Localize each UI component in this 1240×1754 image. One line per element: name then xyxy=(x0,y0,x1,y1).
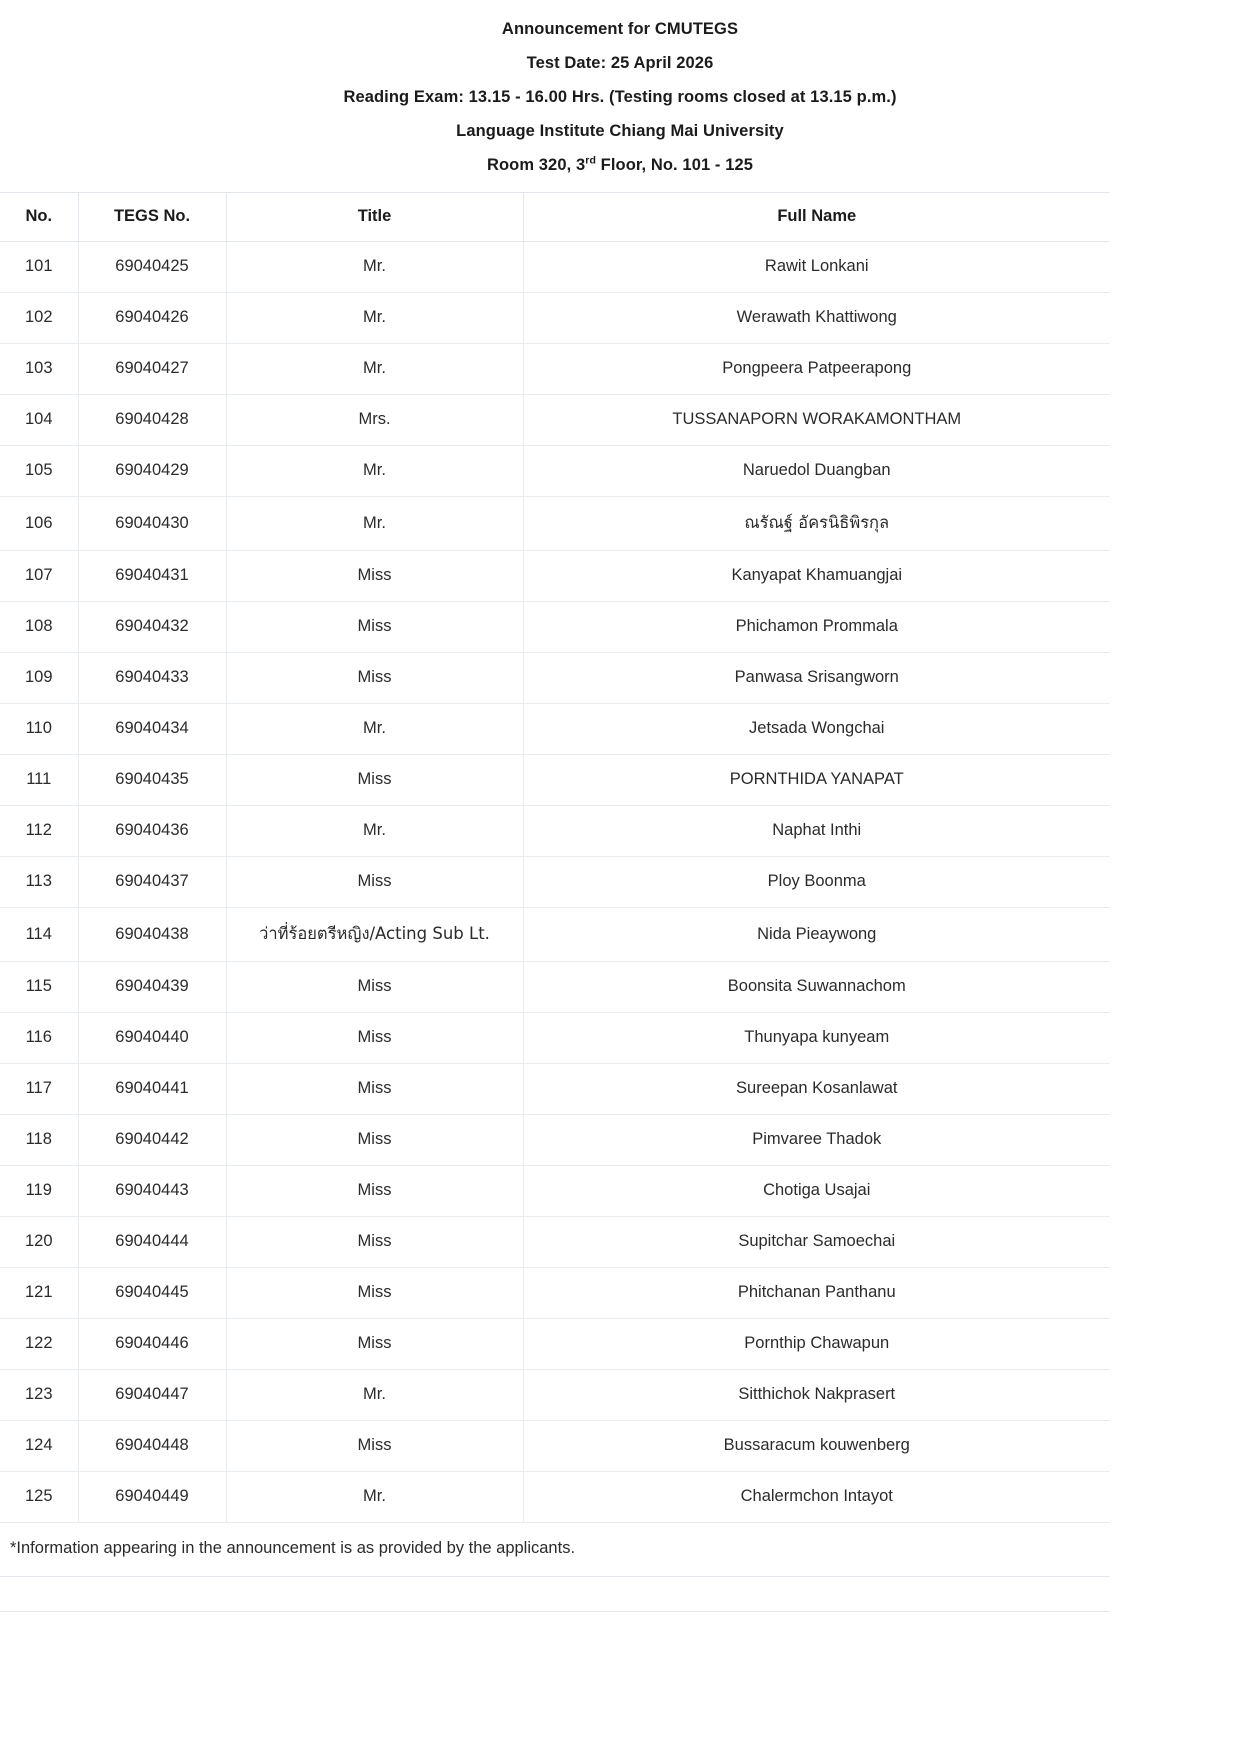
table-header xyxy=(0,193,1110,242)
table-row xyxy=(0,602,1110,653)
candidate-tegs-no: 69040438 xyxy=(78,908,226,962)
candidate-title: Mr. xyxy=(226,1472,523,1523)
candidate-tegs-no: 69040428 xyxy=(78,395,226,446)
candidate-full-name: Rawit Lonkani xyxy=(523,242,1110,293)
candidate-no: 111 xyxy=(0,755,78,806)
candidate-full-name: Naphat Inthi xyxy=(523,806,1110,857)
candidate-full-name: Werawath Khattiwong xyxy=(523,293,1110,344)
candidate-tegs-no: 69040447 xyxy=(78,1370,226,1421)
candidate-no: 113 xyxy=(0,857,78,908)
header-test-date: Test Date: 25 April 2026 xyxy=(526,54,714,72)
table-row xyxy=(0,293,1110,344)
table-row xyxy=(0,1064,1110,1115)
candidate-title: Mr. xyxy=(226,242,523,293)
candidate-tegs-no: 69040427 xyxy=(78,344,226,395)
candidate-no: 105 xyxy=(0,446,78,497)
column-header-tegs-no: TEGS No. xyxy=(78,193,226,242)
candidate-tegs-no: 69040442 xyxy=(78,1115,226,1166)
candidate-full-name: Kanyapat Khamuangjai xyxy=(523,551,1110,602)
candidate-tegs-no: 69040439 xyxy=(78,962,226,1013)
candidate-tegs-no: 69040434 xyxy=(78,704,226,755)
bottom-rule xyxy=(0,1611,1110,1612)
candidate-tegs-no: 69040448 xyxy=(78,1421,226,1472)
table-row xyxy=(0,1115,1110,1166)
candidate-no: 116 xyxy=(0,1013,78,1064)
candidate-full-name: Chalermchon Intayot xyxy=(523,1472,1110,1523)
candidate-tegs-no: 69040433 xyxy=(78,653,226,704)
candidate-no: 119 xyxy=(0,1166,78,1217)
candidate-tegs-no: 69040432 xyxy=(78,602,226,653)
candidate-full-name: TUSSANAPORN WORAKAMONTHAM xyxy=(523,395,1110,446)
candidate-full-name: Phitchanan Panthanu xyxy=(523,1268,1110,1319)
candidate-no: 118 xyxy=(0,1115,78,1166)
candidate-title: Mr. xyxy=(226,1370,523,1421)
candidate-tegs-no: 69040440 xyxy=(78,1013,226,1064)
candidate-title: Mr. xyxy=(226,293,523,344)
candidate-full-name: Pornthip Chawapun xyxy=(523,1319,1110,1370)
table-row xyxy=(0,1370,1110,1421)
candidate-title: ว่าที่ร้อยตรีหญิง/Acting Sub Lt. xyxy=(226,908,523,962)
candidate-title: Mr. xyxy=(226,704,523,755)
candidate-title: Miss xyxy=(226,755,523,806)
candidate-tegs-no: 69040437 xyxy=(78,857,226,908)
table-row xyxy=(0,1472,1110,1523)
candidate-tegs-no: 69040430 xyxy=(78,497,226,551)
announcement-header xyxy=(0,0,1240,192)
table-row xyxy=(0,755,1110,806)
candidate-tegs-no: 69040449 xyxy=(78,1472,226,1523)
candidate-no: 114 xyxy=(0,908,78,962)
table-row xyxy=(0,1013,1110,1064)
candidate-title: Mr. xyxy=(226,806,523,857)
header-room-ordinal: rd xyxy=(585,154,596,167)
table-body xyxy=(0,242,1110,1577)
header-institute-text: Language Institute Chiang Mai University xyxy=(456,122,784,140)
header-exam-time: Reading Exam: 13.15 - 16.00 Hrs. (Testing rooms closed at 13.15 p.m.) xyxy=(343,88,897,106)
candidate-full-name: Chotiga Usajai xyxy=(523,1166,1110,1217)
candidate-title: Miss xyxy=(226,857,523,908)
candidate-no: 107 xyxy=(0,551,78,602)
candidate-full-name: Jetsada Wongchai xyxy=(523,704,1110,755)
table-row xyxy=(0,1217,1110,1268)
table-row xyxy=(0,551,1110,602)
candidate-no: 109 xyxy=(0,653,78,704)
candidate-title: Miss xyxy=(226,1013,523,1064)
candidate-full-name: ณรัณฐ์ อัครนิธิพิรกุล xyxy=(523,497,1110,551)
column-header-title: Title xyxy=(226,193,523,242)
candidate-title: Miss xyxy=(226,962,523,1013)
candidate-no: 110 xyxy=(0,704,78,755)
candidate-tegs-no: 69040441 xyxy=(78,1064,226,1115)
candidate-title: Miss xyxy=(226,1064,523,1115)
candidate-title: Miss xyxy=(226,653,523,704)
candidate-full-name: PORNTHIDA YANAPAT xyxy=(523,755,1110,806)
header-room-before: Room 320, 3 xyxy=(486,156,586,174)
candidate-no: 104 xyxy=(0,395,78,446)
table-row xyxy=(0,1268,1110,1319)
candidate-no: 124 xyxy=(0,1421,78,1472)
table-row xyxy=(0,446,1110,497)
candidate-no: 102 xyxy=(0,293,78,344)
candidate-tegs-no: 69040436 xyxy=(78,806,226,857)
candidate-title: Miss xyxy=(226,1319,523,1370)
footnote-row xyxy=(0,1523,1110,1577)
candidate-full-name: Thunyapa kunyeam xyxy=(523,1013,1110,1064)
candidate-title: Miss xyxy=(226,1217,523,1268)
candidate-title: Miss xyxy=(226,602,523,653)
candidate-title: Mr. xyxy=(226,446,523,497)
candidate-title: Mr. xyxy=(226,497,523,551)
candidate-no: 103 xyxy=(0,344,78,395)
candidate-full-name: Pimvaree Thadok xyxy=(523,1115,1110,1166)
header-institute xyxy=(0,114,1240,148)
candidate-roster-table xyxy=(0,192,1110,1577)
candidate-title: Mrs. xyxy=(226,395,523,446)
candidate-tegs-no: 69040425 xyxy=(78,242,226,293)
table-row xyxy=(0,344,1110,395)
candidate-full-name: Sureepan Kosanlawat xyxy=(523,1064,1110,1115)
candidate-full-name: Ploy Boonma xyxy=(523,857,1110,908)
header-room-after: Floor, No. 101 - 125 xyxy=(595,156,754,174)
candidate-no: 108 xyxy=(0,602,78,653)
candidate-full-name: Bussaracum kouwenberg xyxy=(523,1421,1110,1472)
candidate-full-name: Pongpeera Patpeerapong xyxy=(523,344,1110,395)
table-row xyxy=(0,395,1110,446)
column-header-full-name: Full Name xyxy=(523,193,1110,242)
table-row xyxy=(0,497,1110,551)
candidate-no: 101 xyxy=(0,242,78,293)
candidate-tegs-no: 69040446 xyxy=(78,1319,226,1370)
candidate-no: 121 xyxy=(0,1268,78,1319)
table-row xyxy=(0,704,1110,755)
candidate-title: Miss xyxy=(226,1115,523,1166)
candidate-no: 112 xyxy=(0,806,78,857)
candidate-tegs-no: 69040445 xyxy=(78,1268,226,1319)
candidate-full-name: Boonsita Suwannachom xyxy=(523,962,1110,1013)
candidate-full-name: Naruedol Duangban xyxy=(523,446,1110,497)
candidate-title: Miss xyxy=(226,551,523,602)
table-header-row xyxy=(0,193,1110,242)
candidate-title: Miss xyxy=(226,1268,523,1319)
candidate-tegs-no: 69040429 xyxy=(78,446,226,497)
candidate-no: 115 xyxy=(0,962,78,1013)
candidate-title: Miss xyxy=(226,1421,523,1472)
candidate-tegs-no: 69040435 xyxy=(78,755,226,806)
header-title: Announcement for CMUTEGS xyxy=(501,20,739,38)
candidate-tegs-no: 69040431 xyxy=(78,551,226,602)
candidate-full-name: Panwasa Srisangworn xyxy=(523,653,1110,704)
table-row xyxy=(0,242,1110,293)
candidate-no: 123 xyxy=(0,1370,78,1421)
candidate-title: Miss xyxy=(226,1166,523,1217)
candidate-no: 120 xyxy=(0,1217,78,1268)
table-row xyxy=(0,1166,1110,1217)
candidate-full-name: Supitchar Samoechai xyxy=(523,1217,1110,1268)
table-row xyxy=(0,1319,1110,1370)
candidate-full-name: Phichamon Prommala xyxy=(523,602,1110,653)
table-row xyxy=(0,653,1110,704)
candidate-tegs-no: 69040443 xyxy=(78,1166,226,1217)
candidate-no: 122 xyxy=(0,1319,78,1370)
table-row xyxy=(0,857,1110,908)
candidate-no: 106 xyxy=(0,497,78,551)
column-header-no: No. xyxy=(0,193,78,242)
candidate-tegs-no: 69040444 xyxy=(78,1217,226,1268)
table-row xyxy=(0,1421,1110,1472)
header-room xyxy=(0,148,1240,182)
footnote-text: *Information appearing in the announcement is as provided by the applicants. xyxy=(0,1523,1110,1577)
table-row xyxy=(0,806,1110,857)
table-row xyxy=(0,962,1110,1013)
candidate-no: 117 xyxy=(0,1064,78,1115)
candidate-tegs-no: 69040426 xyxy=(78,293,226,344)
table-row xyxy=(0,908,1110,962)
candidate-no: 125 xyxy=(0,1472,78,1523)
candidate-full-name: Nida Pieaywong xyxy=(523,908,1110,962)
candidate-title: Mr. xyxy=(226,344,523,395)
candidate-full-name: Sitthichok Nakprasert xyxy=(523,1370,1110,1421)
